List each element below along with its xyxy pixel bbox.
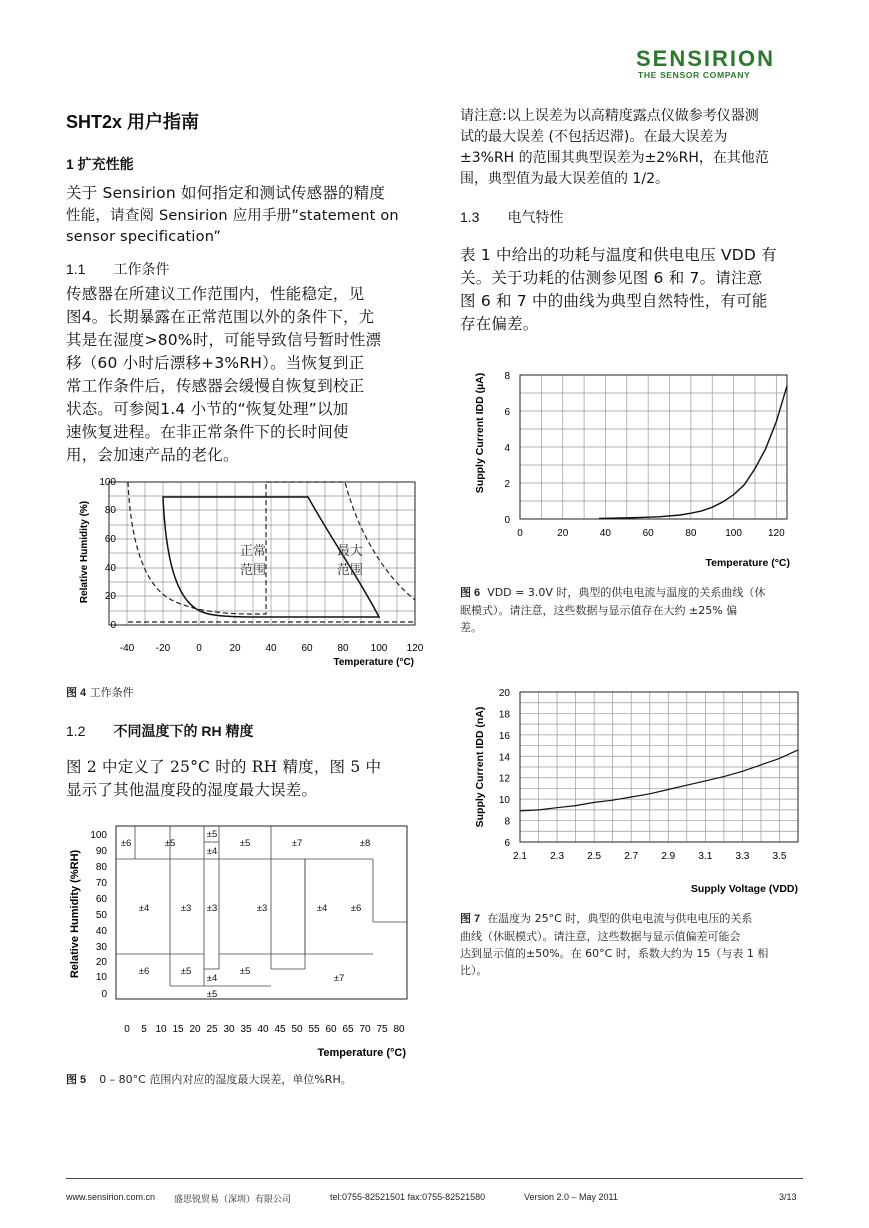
fig5-y-ticks xyxy=(90,830,107,1000)
text-line: 存在偏差。 xyxy=(460,315,539,333)
accuracy-note xyxy=(460,106,805,190)
text-line: 围，典型值为最大误差值的 1/2。 xyxy=(460,171,669,187)
fig7-ytick: 6 xyxy=(504,838,510,849)
fig7-ytick: 20 xyxy=(498,688,510,699)
fig7-xtick: 2.5 xyxy=(587,851,602,862)
fig4-ytick: 20 xyxy=(104,591,116,602)
document-title: SHT2x 用户指南 xyxy=(66,112,200,132)
fig5-cell: ±3 xyxy=(180,903,192,914)
fig5-xtick: 10 xyxy=(155,1024,167,1035)
text-line: 用，会加速产品的老化。 xyxy=(66,446,239,464)
fig6-xtick: 0 xyxy=(517,528,523,539)
section-1-2-body xyxy=(66,756,416,802)
section-1-3-body xyxy=(460,244,805,336)
fig5-ytick: 0 xyxy=(101,989,107,1000)
text-line: 图 2 中定义了 25°C 时的 RH 精度，图 5 中 xyxy=(66,758,382,776)
footer-page-number: 3/13 xyxy=(779,1192,797,1202)
section-title: 工作条件 xyxy=(113,261,170,277)
fig5-xtick: 5 xyxy=(141,1024,147,1035)
fig4-operating-conditions-chart xyxy=(60,470,430,675)
fig7-ytick: 14 xyxy=(498,752,510,764)
fig5-xtick: 70 xyxy=(359,1024,371,1035)
sensirion-tagline: THE SENSOR COMPANY xyxy=(638,70,751,80)
fig7-x-ticks xyxy=(513,851,787,862)
fig4-ytick: 0 xyxy=(110,620,116,631)
fig5-cell: ±4 xyxy=(206,973,218,984)
fig5-ytick: 60 xyxy=(95,894,107,905)
fig6-current-vs-temperature-chart xyxy=(465,365,805,575)
fig6-xtick: 120 xyxy=(767,528,785,539)
section-1-1-heading xyxy=(66,259,169,279)
fig6-y-ticks xyxy=(504,371,510,526)
text-line: 图 6 和 7 中的曲线为典型自然特性，有可能 xyxy=(460,292,768,310)
fig5-cell: ±5 xyxy=(206,989,218,1000)
fig6-xtick: 80 xyxy=(685,528,697,539)
text-line: 移（60 小时后漂移+3%RH）。当恢复到正 xyxy=(66,354,365,372)
fig4-x-ticks xyxy=(120,643,424,654)
fig4-max-label-1: 最大 xyxy=(337,543,364,558)
fig6-ytick: 8 xyxy=(504,371,510,382)
fig5-cell: ±3 xyxy=(206,903,218,914)
fig4-caption xyxy=(66,684,134,702)
fig5-cell: ±4 xyxy=(206,846,218,857)
text-line: sensor specification” xyxy=(66,229,222,245)
fig5-cell: ±3 xyxy=(256,903,268,914)
fig6-series-line xyxy=(599,386,787,519)
fig6-caption xyxy=(460,584,805,636)
fig6-xtick: 60 xyxy=(642,528,654,539)
fig7-current-vs-voltage-chart xyxy=(465,685,805,900)
section-number: 1.2 xyxy=(66,723,86,739)
fig7-ytick: 12 xyxy=(498,773,510,785)
footer-contact: tel:0755-82521501 fax:0755-82521580 xyxy=(330,1192,486,1202)
section-number: 1.1 xyxy=(66,261,86,277)
fig5-xtick: 0 xyxy=(124,1024,130,1035)
footer-rule xyxy=(66,1178,803,1179)
fig5-ytick: 40 xyxy=(95,926,107,937)
text-line: 显示了其他温度段的湿度最大误差。 xyxy=(66,781,318,799)
fig5-cell: ±6 xyxy=(350,903,362,914)
caption-number: 图 6 xyxy=(460,587,481,599)
caption-text: 工作条件 xyxy=(89,686,134,699)
text-line: 其是在湿度>80%时，可能导致信号暂时性漂 xyxy=(66,331,382,349)
fig5-cell: ±4 xyxy=(138,903,150,914)
caption-line: 差。 xyxy=(460,621,482,634)
fig5-cell: ±6 xyxy=(138,966,150,977)
fig5-ytick: 30 xyxy=(95,942,107,953)
section-title: 电气特性 xyxy=(507,209,564,225)
text-line: 关于 Sensirion 如何指定和测试传感器的精度 xyxy=(66,184,386,202)
caption-line: 比）。 xyxy=(460,964,488,977)
fig4-xtick: 40 xyxy=(265,643,277,654)
fig7-y-axis-label: Supply Current IDD (nA) xyxy=(474,706,486,828)
fig7-xtick: 2.9 xyxy=(661,851,676,862)
text-line: 状态。可参阅1.4 小节的“恢复处理”以加 xyxy=(66,400,349,418)
fig5-ytick: 90 xyxy=(95,846,107,857)
footer-version: Version 2.0 – May 2011 xyxy=(524,1192,618,1202)
fig5-x-axis-label: Temperature (°C) xyxy=(317,1047,406,1059)
section-1-1-body xyxy=(66,283,416,467)
fig5-ytick: 20 xyxy=(95,957,107,968)
fig4-y-axis-label: Relative Humidity (%) xyxy=(79,500,90,604)
fig7-xtick: 2.7 xyxy=(624,851,639,862)
fig7-ytick: 10 xyxy=(498,795,510,807)
sensirion-logo: SENSIRION xyxy=(636,46,776,71)
fig5-caption xyxy=(66,1071,352,1089)
fig6-xtick: 20 xyxy=(557,528,569,539)
fig4-max-label-2: 范围 xyxy=(337,562,364,577)
footer-website[interactable]: www.sensirion.com.cn xyxy=(66,1192,156,1202)
fig4-ytick: 80 xyxy=(104,505,116,516)
fig5-ytick: 80 xyxy=(95,862,107,873)
fig5-xtick: 50 xyxy=(291,1024,303,1035)
caption-number: 图 4 xyxy=(66,687,87,699)
fig5-cell: ±7 xyxy=(333,973,345,984)
fig6-ytick: 2 xyxy=(504,479,510,490)
section-1-heading: 1 扩充性能 xyxy=(66,156,134,172)
fig4-xtick: -20 xyxy=(155,643,171,654)
fig4-normal-label-1: 正常 xyxy=(240,543,267,558)
fig4-y-ticks xyxy=(99,477,116,631)
fig7-xtick: 3.5 xyxy=(772,851,787,862)
caption-number: 图 7 xyxy=(460,913,481,925)
fig6-y-axis-label: Supply Current IDD (µA) xyxy=(474,372,486,494)
fig5-xtick: 60 xyxy=(325,1024,337,1035)
section-1-2-heading xyxy=(66,721,253,741)
text-line: 关。关于功耗的估测参见图 6 和 7。请注意 xyxy=(460,269,763,287)
fig7-ytick: 16 xyxy=(498,730,510,742)
fig7-series-line xyxy=(520,750,798,811)
fig5-ytick: 50 xyxy=(95,910,107,921)
fig4-xtick: 120 xyxy=(406,643,424,654)
fig5-y-axis-label: Relative Humidity (%RH) xyxy=(69,849,81,979)
text-line: 图4。长期暴露在正常范围以外的条件下，尤 xyxy=(66,308,375,326)
fig7-ytick: 18 xyxy=(498,709,510,721)
fig7-xtick: 2.3 xyxy=(550,851,565,862)
fig6-ytick: 4 xyxy=(504,443,510,454)
fig5-ytick: 100 xyxy=(90,830,107,841)
fig5-ytick: 10 xyxy=(95,972,107,983)
fig7-ytick: 8 xyxy=(504,816,510,828)
fig5-xtick: 75 xyxy=(376,1024,388,1035)
text-line: 性能，请查阅 Sensirion 应用手册”statement on xyxy=(66,208,399,224)
caption-line xyxy=(460,584,805,602)
fig5-xtick: 20 xyxy=(189,1024,201,1035)
caption-text: 0 – 80°C 范围内对应的湿度最大误差，单位%RH。 xyxy=(99,1073,352,1086)
text-line: 试的最大误差 (不包括迟滞)。在最大误差为 xyxy=(460,129,728,145)
section-number: 1.3 xyxy=(460,209,480,225)
fig4-ytick: 40 xyxy=(104,563,116,574)
fig7-xtick: 2.1 xyxy=(513,851,527,862)
fig5-cell: ±5 xyxy=(239,838,251,849)
fig5-cell: ±4 xyxy=(316,903,328,914)
fig7-xtick: 3.1 xyxy=(698,851,713,862)
fig6-ytick: 6 xyxy=(504,407,510,418)
fig5-x-ticks xyxy=(124,1024,405,1035)
fig5-cell: ±6 xyxy=(120,838,132,849)
fig5-cell-values xyxy=(121,829,371,1000)
fig4-xtick: -40 xyxy=(119,643,135,654)
fig4-xtick: 80 xyxy=(337,643,349,654)
caption-text: VDD = 3.0V 时，典型的供电电流与温度的关系曲线（休 xyxy=(487,586,766,599)
fig5-ytick: 70 xyxy=(95,878,107,889)
footer-company: 盛思锐贸易（深圳）有限公司 xyxy=(174,1195,292,1205)
text-line: 常工作条件后，传感器会缓慢自恢复到校正 xyxy=(66,377,365,395)
caption-line: 曲线（休眠模式）。请注意，这些数据与显示值偏差可能会 xyxy=(460,930,741,943)
caption-line: 眠模式）。请注意，这些数据与显示值存在大约 ±25% 偏 xyxy=(460,604,738,617)
fig6-xtick: 40 xyxy=(599,528,612,539)
text-line: 传感器在所建议工作范围内，性能稳定，见 xyxy=(66,285,365,303)
fig4-xtick: 20 xyxy=(229,643,241,654)
fig5-xtick: 35 xyxy=(240,1024,252,1035)
fig5-xtick: 30 xyxy=(223,1024,235,1035)
fig5-xtick: 80 xyxy=(393,1024,405,1035)
fig7-x-axis-label: Supply Voltage (VDD) xyxy=(690,883,798,895)
caption-line: 达到显示值的±50%。在 60°C 时，系数大约为 15（与表 1 相 xyxy=(460,947,769,960)
fig6-grid xyxy=(520,375,787,519)
fig6-xtick: 100 xyxy=(725,528,742,539)
fig6-x-axis-label: Temperature (°C) xyxy=(705,557,790,569)
fig4-x-axis-label: Temperature (°C) xyxy=(333,657,414,668)
fig5-cell: ±5 xyxy=(164,838,176,849)
text-line: 请注意:以上误差为以高精度露点仪做参考仪器测 xyxy=(460,108,759,124)
fig5-xtick: 40 xyxy=(257,1024,269,1035)
caption-line xyxy=(460,910,805,928)
fig5-cell: ±5 xyxy=(239,966,251,977)
text-line: 速恢复进程。在非正常条件下的长时间使 xyxy=(66,423,349,441)
fig7-xtick: 3.3 xyxy=(735,851,750,862)
fig5-cell: ±5 xyxy=(180,966,192,977)
fig5-humidity-accuracy-chart xyxy=(60,822,415,1067)
section-1-intro xyxy=(66,182,416,246)
section-title: 不同温度下的 RH 精度 xyxy=(113,723,254,739)
fig5-cell: ±7 xyxy=(291,838,303,849)
fig5-xtick: 25 xyxy=(206,1024,218,1035)
caption-number: 图 5 xyxy=(66,1074,87,1086)
fig4-max-range-boundary xyxy=(128,482,415,614)
text-line: ±3%RH 的范围其典型误差为±2%RH，在其他范 xyxy=(460,150,769,166)
fig5-xtick: 45 xyxy=(274,1024,286,1035)
fig5-cell: ±5 xyxy=(206,829,218,840)
fig5-xtick: 55 xyxy=(308,1024,320,1035)
caption-text: 在温度为 25°C 时，典型的供电电流与供电电压的关系 xyxy=(487,912,753,925)
fig5-cell: ±8 xyxy=(359,838,371,849)
fig7-y-ticks xyxy=(499,688,511,849)
fig4-normal-label-2: 范围 xyxy=(240,562,267,577)
fig4-ytick: 100 xyxy=(99,477,116,488)
fig6-ytick: 0 xyxy=(504,515,510,526)
fig7-caption xyxy=(460,910,805,979)
fig5-xtick: 15 xyxy=(172,1024,184,1035)
fig4-xtick: 100 xyxy=(370,643,388,654)
fig4-xtick: 60 xyxy=(301,643,313,654)
fig6-x-ticks xyxy=(517,528,785,539)
text-line: 表 1 中给出的功耗与温度和供电电压 VDD 有 xyxy=(460,246,777,264)
fig5-xtick: 65 xyxy=(342,1024,354,1035)
fig4-xtick: 0 xyxy=(196,643,202,654)
section-1-3-heading xyxy=(460,207,563,227)
fig4-ytick: 60 xyxy=(104,534,116,545)
